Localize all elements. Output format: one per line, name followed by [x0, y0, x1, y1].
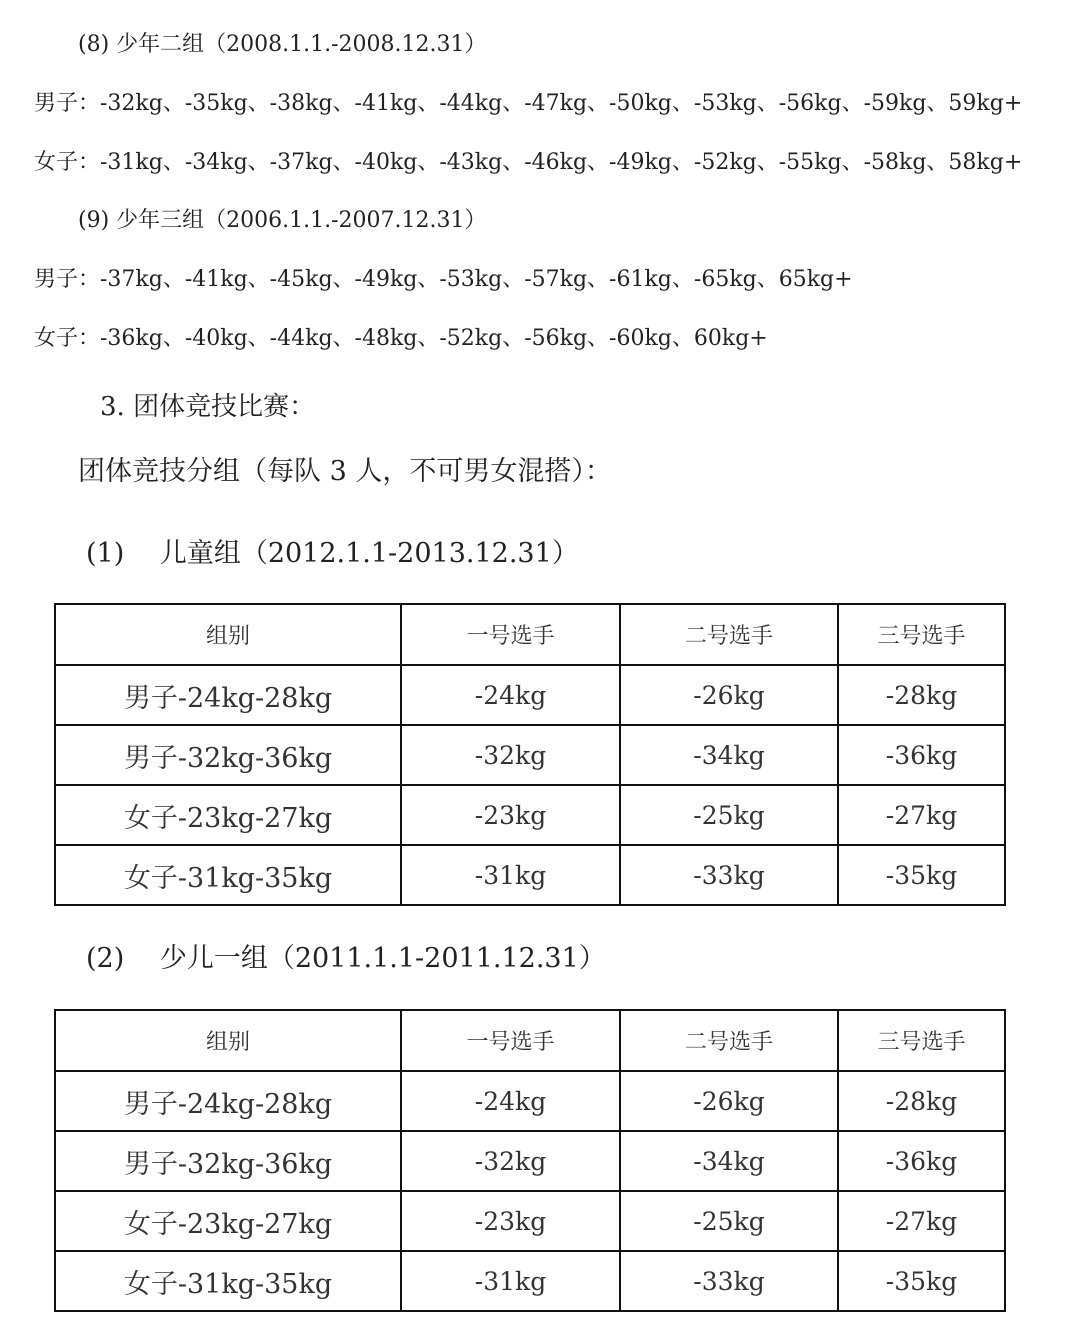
- team-heading: 3. 团体竞技比赛：: [100, 392, 316, 422]
- team-intro: 团体竞技分组（每队 3 人，不可男女混搭）：: [78, 456, 612, 487]
- cell-group: 女子-31kg-35kg: [55, 1251, 401, 1311]
- male-weights-9: 男子：-37kg、-41kg、-45kg、-49kg、-53kg、-57kg、-61kg、-65kg、65kg+: [34, 267, 853, 292]
- cell-player-2: -25kg: [620, 785, 838, 845]
- table-row: [55, 1251, 1005, 1311]
- cell-group: 女子-23kg-27kg: [55, 785, 401, 845]
- male-weights-8: 男子：-32kg、-35kg、-38kg、-41kg、-44kg、-47kg、-50kg、-53kg、-56kg、-59kg、59kg+: [34, 91, 1023, 116]
- cell-player-2: -25kg: [620, 1191, 838, 1251]
- table-row: [55, 1131, 1005, 1191]
- cell-player-1: -32kg: [401, 1131, 620, 1191]
- cell-player-3: -27kg: [838, 785, 1005, 845]
- cell-player-1: -23kg: [401, 1191, 620, 1251]
- table-row: [55, 1191, 1005, 1251]
- cell-player-2: -34kg: [620, 725, 838, 785]
- section-title-9: (9) 少年三组（2006.1.1.-2007.12.31）: [78, 208, 487, 233]
- cell-player-3: -35kg: [838, 1251, 1005, 1311]
- table-header-row: [55, 604, 1005, 665]
- cell-group: 男子-32kg-36kg: [55, 725, 401, 785]
- cell-player-1: -31kg: [401, 845, 620, 905]
- cell-player-1: -32kg: [401, 725, 620, 785]
- table-header-row: [55, 1010, 1005, 1071]
- header-group: 组别: [55, 1010, 401, 1071]
- header-player-3: 三号选手: [838, 604, 1005, 665]
- female-weights-8: 女子：-31kg、-34kg、-37kg、-40kg、-43kg、-46kg、-49kg、-52kg、-55kg、-58kg、58kg+: [34, 150, 1023, 175]
- header-player-3: 三号选手: [838, 1010, 1005, 1071]
- cell-group: 男子-24kg-28kg: [55, 1071, 401, 1131]
- header-group: 组别: [55, 604, 401, 665]
- cell-player-2: -33kg: [620, 845, 838, 905]
- table-row: [55, 725, 1005, 785]
- header-player-2: 二号选手: [620, 604, 838, 665]
- cell-group: 女子-23kg-27kg: [55, 1191, 401, 1251]
- cell-player-3: -28kg: [838, 665, 1005, 725]
- cell-group: 男子-24kg-28kg: [55, 665, 401, 725]
- table-row: [55, 1071, 1005, 1131]
- table-caption-2: (2) 少儿一组（2011.1.1-2011.12.31）: [86, 943, 606, 974]
- cell-player-2: -33kg: [620, 1251, 838, 1311]
- cell-player-2: -26kg: [620, 1071, 838, 1131]
- header-player-1: 一号选手: [401, 604, 620, 665]
- cell-player-3: -28kg: [838, 1071, 1005, 1131]
- section-title-8: (8) 少年二组（2008.1.1.-2008.12.31）: [78, 32, 487, 57]
- table-row: [55, 845, 1005, 905]
- team-table-2: [54, 1009, 1006, 1312]
- cell-player-3: -36kg: [838, 725, 1005, 785]
- cell-group: 男子-32kg-36kg: [55, 1131, 401, 1191]
- cell-player-1: -31kg: [401, 1251, 620, 1311]
- female-weights-9: 女子：-36kg、-40kg、-44kg、-48kg、-52kg、-56kg、-60kg、60kg+: [34, 326, 768, 351]
- table-caption-1: (1) 儿童组（2012.1.1-2013.12.31）: [86, 538, 579, 569]
- table-row: [55, 665, 1005, 725]
- cell-player-3: -27kg: [838, 1191, 1005, 1251]
- team-table-1: [54, 603, 1006, 906]
- cell-player-2: -26kg: [620, 665, 838, 725]
- cell-player-1: -24kg: [401, 1071, 620, 1131]
- cell-player-2: -34kg: [620, 1131, 838, 1191]
- cell-player-3: -35kg: [838, 845, 1005, 905]
- cell-player-1: -23kg: [401, 785, 620, 845]
- cell-group: 女子-31kg-35kg: [55, 845, 401, 905]
- cell-player-3: -36kg: [838, 1131, 1005, 1191]
- header-player-1: 一号选手: [401, 1010, 620, 1071]
- table-row: [55, 785, 1005, 845]
- header-player-2: 二号选手: [620, 1010, 838, 1071]
- cell-player-1: -24kg: [401, 665, 620, 725]
